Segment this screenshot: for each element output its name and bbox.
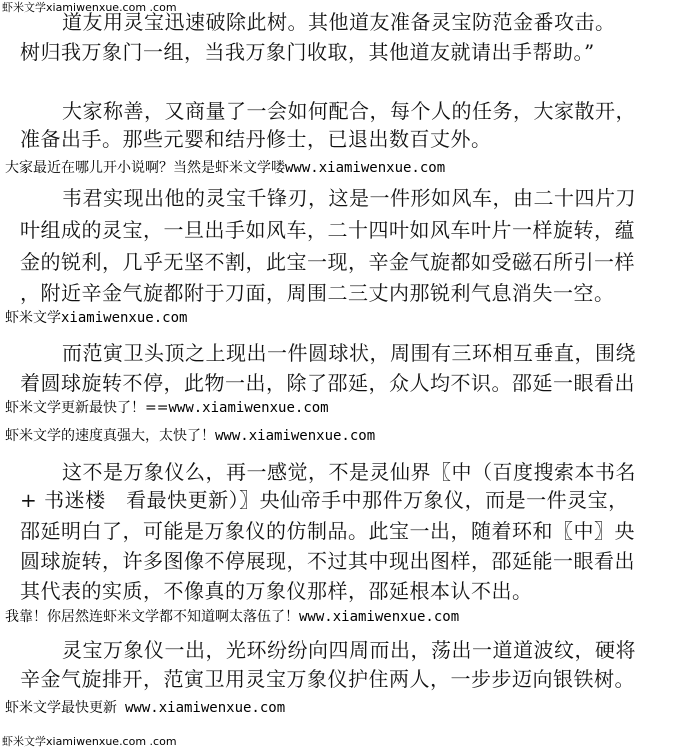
ad-text: 虾米文学的速度真强大，太快了！ bbox=[5, 428, 215, 444]
ad-line bbox=[5, 700, 285, 716]
ad-text: 虾米文学 bbox=[5, 310, 61, 326]
paragraph-6-line-2: 辛金气旋排开，范寅卫用灵宝万象仪护住两人，一步步迈向银铁树。 bbox=[20, 667, 635, 691]
ad-url: xiamiwenxue.com bbox=[61, 310, 188, 326]
ad-text: 我靠！你居然连虾米文学都不知道啊太落伍了！ bbox=[5, 609, 299, 625]
paragraph-2-line-2: 准备出手。那些元婴和结丹修士，已退出数百丈外。 bbox=[20, 127, 492, 151]
ad-line bbox=[5, 428, 375, 444]
ad-url: www.xiamiwenxue.com bbox=[285, 160, 446, 176]
ad-line bbox=[5, 400, 329, 416]
ad-text: 虾米文学更新最快了！== bbox=[5, 400, 169, 416]
paragraph-5-line-4: 圆球旋转，许多图像不停展现，不过其中现出图样，邵延能一眼看出 bbox=[20, 549, 635, 573]
paragraph-5-line-1: 这不是万象仪么，再一感觉，不是灵仙界〖中（百度搜索本书名 bbox=[62, 460, 636, 484]
ad-url: www.xiamiwenxue.com bbox=[168, 400, 329, 416]
ad-text: 大家最近在哪儿开小说啊？当然是虾米文学喽 bbox=[5, 160, 285, 176]
paragraph-2-line-1: 大家称善，又商量了一会如何配合，每个人的任务，大家散开， bbox=[62, 99, 636, 123]
ad-url: www.xiamiwenxue.com bbox=[299, 609, 460, 625]
paragraph-3-line-2: 叶组成的灵宝，一旦出手如风车，二十四叶如风车叶片一样旋转，蕴 bbox=[20, 218, 635, 242]
ad-line bbox=[5, 609, 459, 625]
paragraph-6-line-1: 灵宝万象仪一出，光环纷纷向四周而出，荡出一道道波纹，硬将 bbox=[62, 638, 636, 662]
ad-line bbox=[5, 310, 187, 326]
paragraph-5-line-5: 其代表的实质，不像真的万象仪那样，邵延根本认不出。 bbox=[20, 579, 533, 603]
paragraph-3-line-3: 金的锐利，几乎无坚不割，此宝一现，辛金气旋都如受磁石所引一样 bbox=[20, 250, 635, 274]
top-watermark: 虾米文学xiamiwenxue.com .com bbox=[2, 1, 177, 14]
paragraph-4-line-1: 而范寅卫头顶之上现出一件圆球状，周围有三环相互垂直，围绕 bbox=[62, 341, 636, 365]
paragraph-5-line-3: 邵延明白了，可能是万象仪的仿制品。此宝一出，随着环和〖中〗央 bbox=[20, 519, 635, 543]
paragraph-5-line-2: + 书迷楼 看最快更新）〗央仙帝手中那件万象仪，而是一件灵宝， bbox=[20, 488, 629, 512]
paragraph-3-line-1: 韦君实现出他的灵宝千锋刃，这是一件形如风车，由二十四片刀 bbox=[62, 186, 636, 210]
bottom-watermark: 虾米文学xiamiwenxue.com .com bbox=[2, 735, 177, 748]
paragraph-4-line-2: 着圆球旋转不停，此物一出，除了邵延，众人均不识。邵延一眼看出 bbox=[20, 371, 635, 395]
paragraph-1-line-1: 道友用灵宝迅速破除此树。其他道友准备灵宝防范金番攻击。 bbox=[62, 10, 616, 34]
ad-url: www.xiamiwenxue.com bbox=[125, 700, 286, 716]
paragraph-3-line-4: ，附近辛金气旋都附于刀面，周围二三丈内那锐利气息消失一空。 bbox=[20, 281, 615, 305]
ad-url: www.xiamiwenxue.com bbox=[215, 428, 376, 444]
ad-line bbox=[5, 160, 445, 176]
paragraph-1-line-2: 树归我万象门一组，当我万象门收取，其他道友就请出手帮助。” bbox=[20, 40, 595, 64]
ad-text: 虾米文学最快更新 bbox=[5, 700, 117, 716]
